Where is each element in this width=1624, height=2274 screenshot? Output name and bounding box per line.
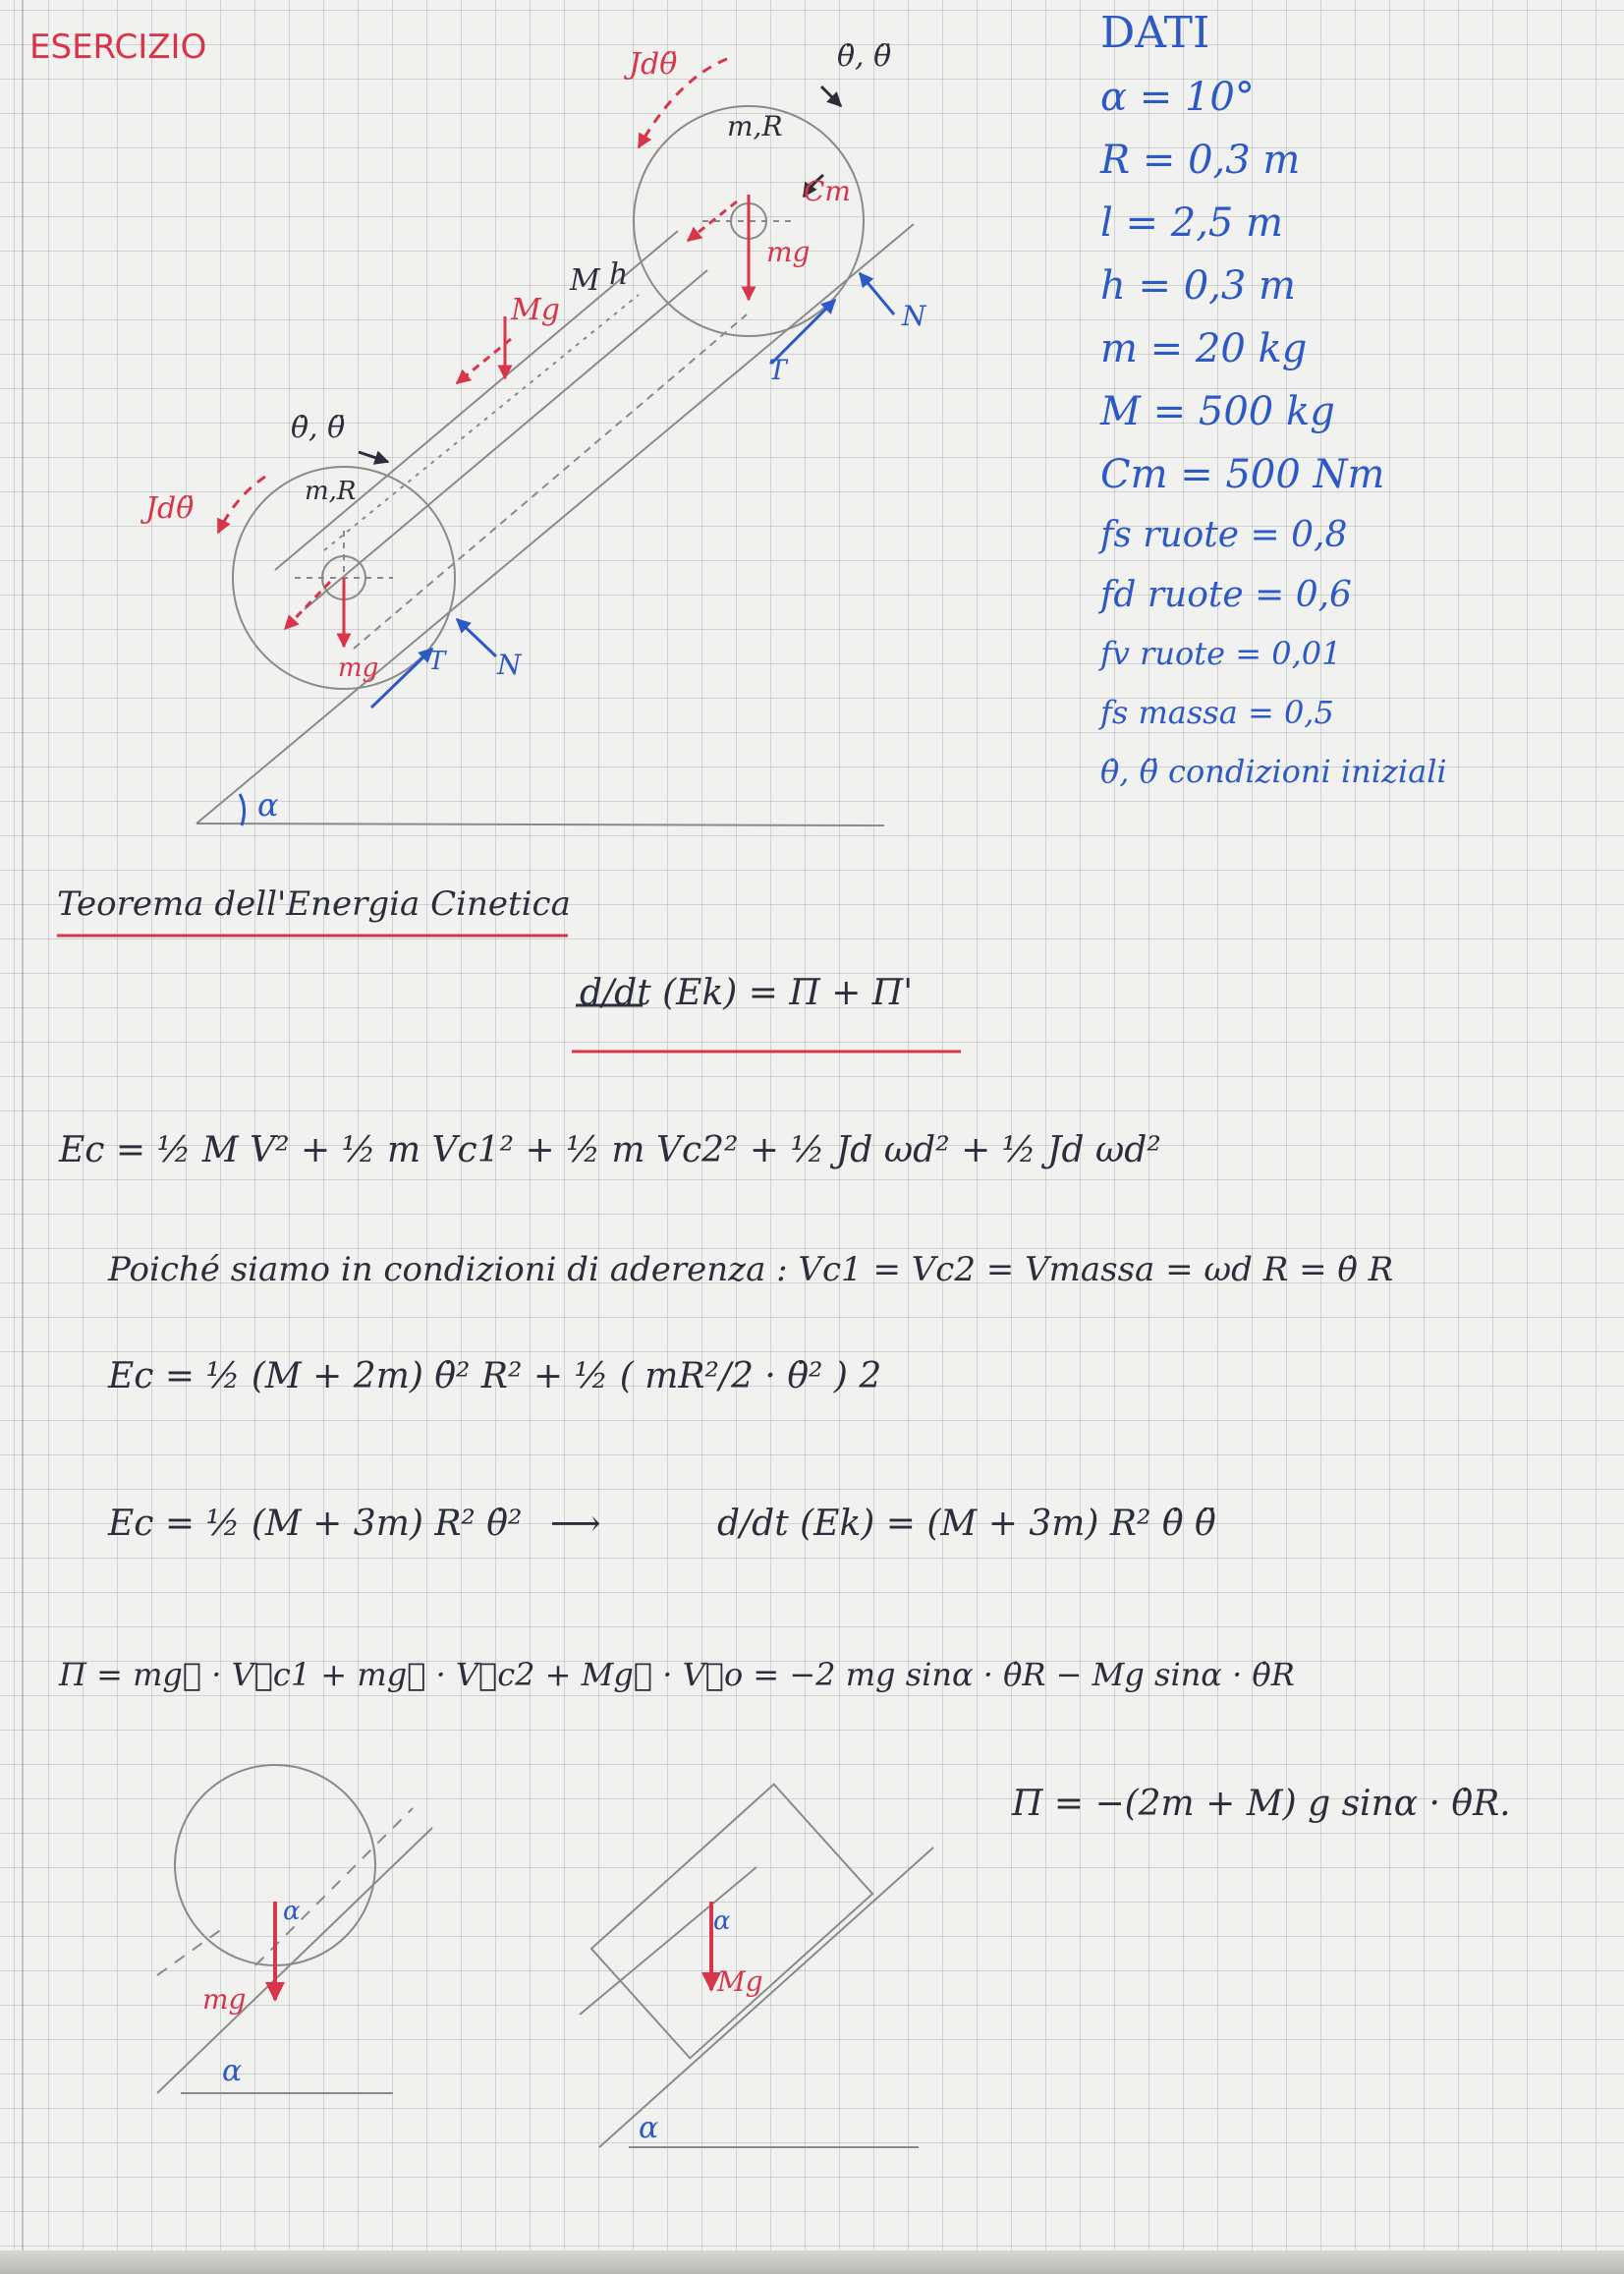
data-row: Cm = 500 Nm: [1100, 452, 1385, 497]
data-row: M = 500 kg: [1100, 389, 1335, 434]
jd-top-label: Jdθ̈: [629, 47, 678, 82]
kinetic-energy-substituted: Ec = ½ (M + 2m) θ̇² R² + ½ ( mR²/2 · θ̇² ) 2: [108, 1356, 882, 1396]
t-bottom-label: T: [428, 647, 446, 676]
adherence-condition: Poiché siamo in condizioni di aderenza : Vc1 = Vc2 = Vmassa = ωd R = θ̇ R: [108, 1250, 1394, 1289]
bottom-figure-wheel: [157, 1765, 432, 2093]
mr-top-label: m,R: [727, 110, 783, 142]
mr-bottom-label: m,R: [305, 477, 357, 506]
m-block-label: M: [570, 263, 600, 298]
main-equation: d/dt (Ek) = Π + Π': [580, 973, 914, 1013]
data-heading: DATI: [1100, 8, 1210, 58]
data-row: h = 0,3 m: [1100, 263, 1296, 309]
data-row: fv ruote = 0,01: [1100, 635, 1342, 672]
t-bottom-arrow: [371, 649, 432, 708]
incline-figure: [196, 106, 914, 825]
alpha-block-label: α: [713, 1906, 731, 1936]
data-row: α = 10°: [1100, 75, 1255, 120]
blue-arrows: [371, 273, 894, 708]
theorem-heading: Teorema dell'Energia Cinetica: [57, 884, 571, 924]
alpha-label: α: [257, 786, 279, 824]
alpha-wheel-base-label: α: [222, 2054, 243, 2088]
power-final: Π = −(2m + M) g sinα · θ̇R.: [1012, 1784, 1511, 1824]
data-row: θ̇, θ̈ condizioni iniziali: [1100, 753, 1447, 790]
mg-block-bottom-label: Mg: [717, 1965, 763, 1998]
jd-bottom-label: Jdθ̈: [145, 491, 195, 526]
data-row: fs ruote = 0,8: [1100, 515, 1348, 555]
data-row: fd ruote = 0,6: [1100, 575, 1352, 615]
n-top-arrow: [860, 273, 894, 314]
power-equation: Π = mg⃗ · V⃗c1 + mg⃗ · V⃗c2 + Mg⃗ · V⃗o = −2 mg sinα · θ̇R − Mg sinα · θ̇R: [59, 1656, 1295, 1693]
theta-bottom-label: θ̇, θ̈: [291, 411, 346, 445]
data-row: R = 0,3 m: [1100, 138, 1301, 183]
alpha-block-base-label: α: [639, 2111, 659, 2145]
notebook-binding-edge: [0, 2250, 1624, 2274]
mg-top-label: mg: [766, 236, 811, 268]
n-top-label: N: [902, 300, 926, 332]
n-bottom-label: N: [497, 649, 522, 681]
data-row: fs massa = 0,5: [1100, 694, 1334, 731]
kinetic-energy-equation: Ec = ½ M V² + ½ m Vc1² + ½ m Vc2² + ½ Jd ωd² + ½ Jd ωd²: [59, 1130, 1161, 1170]
data-row: l = 2,5 m: [1100, 200, 1283, 246]
kinetic-energy-derivative: d/dt (Ek) = (M + 3m) R² θ̇ θ̈: [717, 1504, 1216, 1544]
block-edge-dashed: [354, 314, 747, 649]
h-block-label: h: [609, 257, 629, 292]
jd-bottom-arrow: [218, 477, 265, 533]
data-row: m = 20 kg: [1100, 326, 1308, 371]
theta-top-label: θ̇, θ̈: [837, 39, 892, 74]
page-title: ESERCIZIO: [29, 28, 207, 67]
n-bottom-arrow: [457, 619, 496, 656]
t-top-label: T: [768, 354, 787, 386]
alpha-wheel-label: α: [283, 1897, 301, 1926]
kinetic-energy-final: Ec = ½ (M + 3m) R² θ̇²: [108, 1504, 523, 1544]
mg-wheel-label: mg: [202, 1983, 247, 2016]
cm-label: Cm: [804, 175, 851, 207]
mg-block-label: Mg: [511, 293, 560, 327]
arrow-symbol: ⟶: [550, 1504, 601, 1544]
mg-bottom-label: mg: [338, 654, 379, 683]
red-arrows: [218, 59, 749, 647]
ground-line: [196, 824, 884, 825]
